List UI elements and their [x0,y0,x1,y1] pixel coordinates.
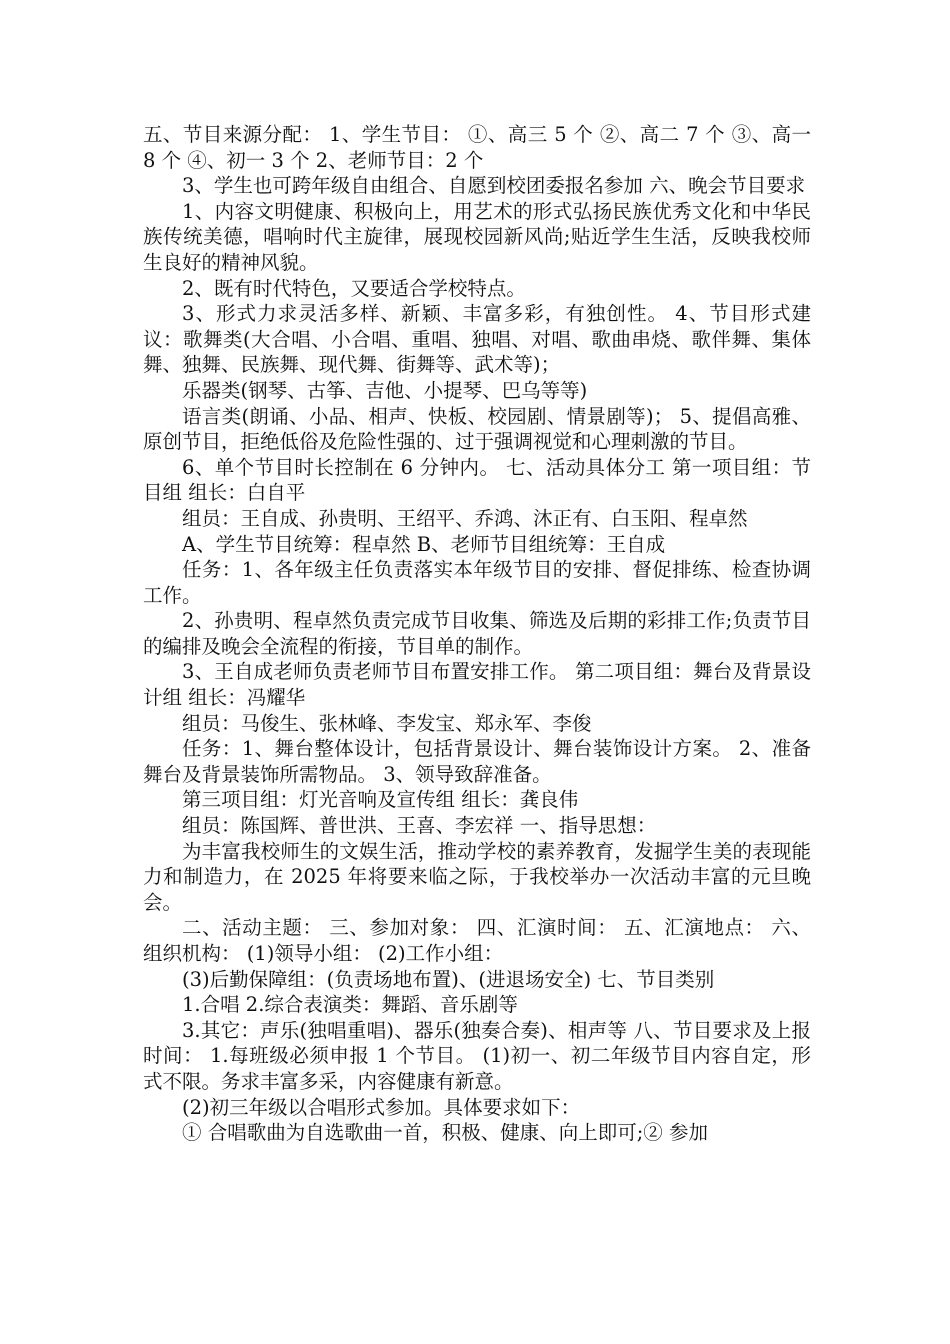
paragraph-form-suggestion: 3、形式力求灵活多样、新颖、丰富多彩，有独创性。 4、节目形式建议：歌舞类(大合唱、小合唱、重唱、独唱、对唱、歌曲串烧、歌伴舞、集体舞、独舞、民族舞、现代舞、街舞等、武术等)； [143,302,811,377]
paragraph-activity-outline: 二、活动主题： 三、参加对象： 四、汇演时间： 五、汇演地点： 六、组织机构： (1)领导小组： (2)工作小组： [143,916,811,965]
paragraph-content-requirement: 1、内容文明健康、积极向上，用艺术的形式弘扬民族优秀文化和中华民族传统美德，唱响时代主旋律，展现校园新风尚;贴近学生生活，反映我校师生良好的精神风貌。 [143,199,811,274]
paragraph-coordinators: A、学生节目统筹：程卓然 B、老师节目组统筹：王自成 [182,532,666,556]
paragraph-program-source: 五、节目来源分配： 1、学生节目： ①、高三 5 个 ②、高二 7 个 ③、高一 8 个 ④、初一 3 个 2、老师节目：2 个 [143,123,811,172]
paragraph-instruments: 乐器类(钢琴、古筝、吉他、小提琴、巴乌等等) [182,378,588,402]
document-body [143,122,811,1146]
paragraph-logistics: (3)后勤保障组：(负责场地布置)、(进退场安全) 七、节目类别 [182,967,715,991]
paragraph-group1-members: 组员：王自成、孙贵明、王绍平、乔鸿、沐正有、白玉阳、程卓然 [182,506,748,530]
paragraph-chorus-rules: ① 合唱歌曲为自选歌曲一首，积极、健康、向上即可;② 参加 [182,1121,708,1145]
paragraph-task-2: 2、孙贵明、程卓然负责完成节目收集、筛选及后期的彩排工作;负责节目的编排及晚会全流程的衔接，节目单的制作。 [143,609,811,658]
paragraph-group3-title: 第三项目组：灯光音响及宣传组 组长：龚良伟 [182,788,579,812]
paragraph-group3-members: 组员：陈国辉、普世洪、王喜、李宏祥 一、指导思想： [182,814,657,838]
paragraph-school-feature: 2、既有时代特色，又要适合学校特点。 [182,276,526,300]
paragraph-cross-grade: 3、学生也可跨年级自由组合、自愿到校团委报名参加 六、晚会节目要求 [182,174,806,198]
paragraph-category-chorus: 1.合唱 2.综合表演类：舞蹈、音乐剧等 [182,993,518,1017]
paragraph-guiding-idea: 为丰富我校师生的文娱生活，推动学校的素养教育，发掘学生美的表现能力和制造力，在 2025 年将要来临之际，于我校举办一次活动丰富的元旦晚会。 [143,839,811,914]
paragraph-time-limit: 6、单个节目时长控制在 6 分钟内。 七、活动具体分工 第一项目组：节目组 组长：白自平 [143,455,811,505]
paragraph-task-1: 任务：1、各年级主任负责落实本年级节目的安排、督促排练、检查协调工作。 [143,558,811,607]
paragraph-category-other: 3.其它：声乐(独唱重唱)、器乐(独奏合奏)、相声等 八、节目要求及上报时间： 1.每班级必须申报 1 个节目。 (1)初一、初二年级节目内容自定，形式不限。务求丰富多采，内容健康有新意。 [143,1018,811,1093]
paragraph-task-3: 3、王自成老师负责老师节目布置安排工作。 第二项目组：舞台及背景设计组 组长：冯耀华 [143,660,811,710]
paragraph-language-category: 语言类(朗诵、小品、相声、快板、校园剧、情景剧等)； 5、提倡高雅、原创节目，拒绝低俗及危险性强的、过于强调视觉和心理刺激的节目。 [143,404,811,454]
paragraph-grade-three: (2)初三年级以合唱形式参加。具体要求如下： [182,1095,581,1119]
paragraph-group2-members: 组员：马俊生、张林峰、李发宝、郑永军、李俊 [182,711,592,735]
paragraph-group2-tasks: 任务：1、舞台整体设计，包括背景设计、舞台装饰设计方案。 2、准备舞台及背景装饰所需物品。 3、领导致辞准备。 [143,737,811,786]
